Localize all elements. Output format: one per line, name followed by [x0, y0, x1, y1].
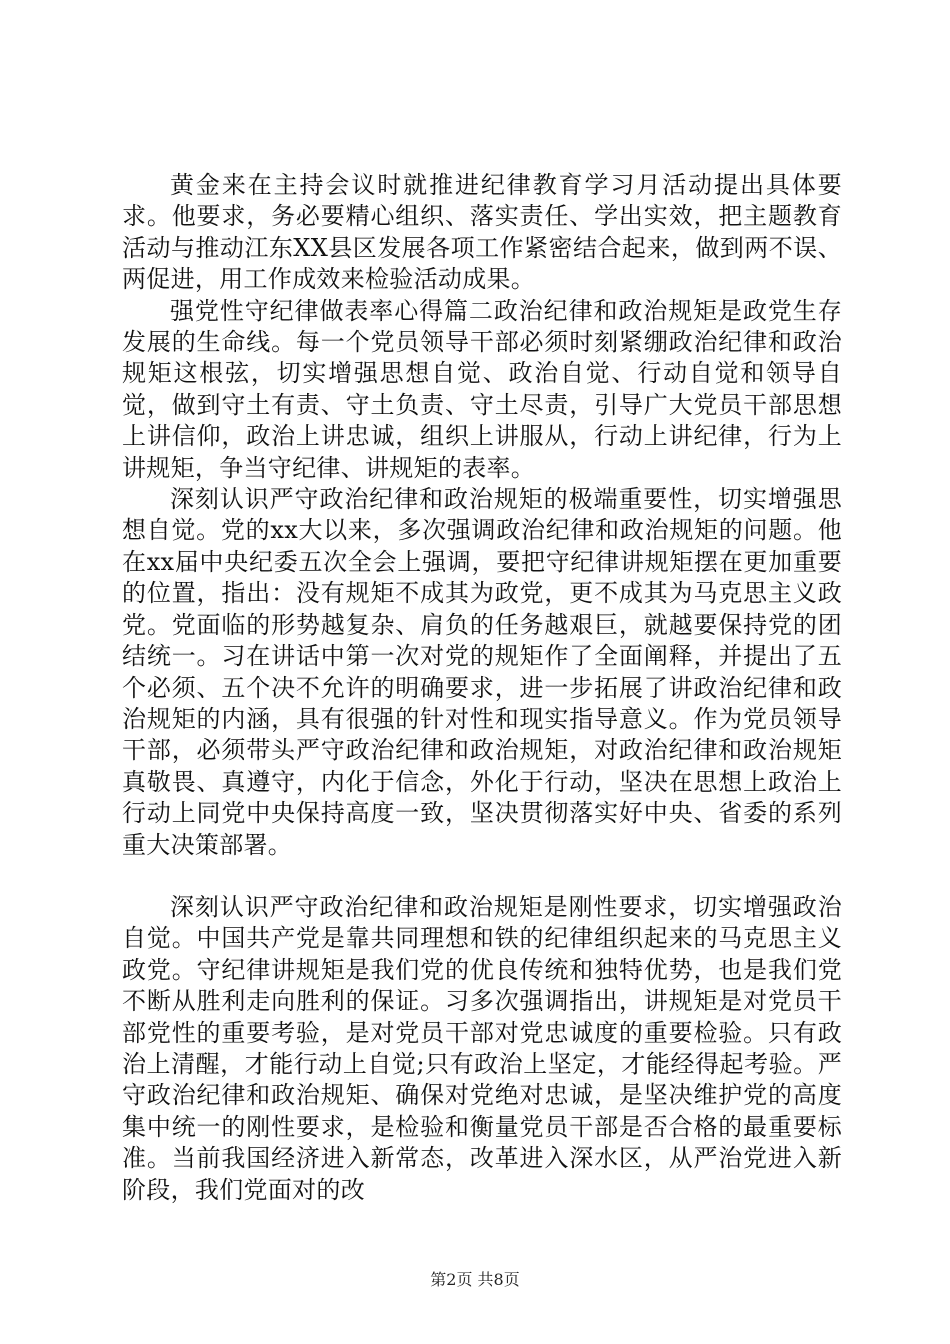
- document-body: [122, 170, 842, 1206]
- paragraph-4: 深刻认识严守政治纪律和政治规矩是刚性要求，切实增强政治自觉。中国共产党是靠共同理想和铁的纪律组织起来的马克思主义政党。守纪律讲规矩是我们党的优良传统和独特优势，也是我们党不断从胜利走向胜利的保证。习多次强调指出，讲规矩是对党员干部党性的重要考验，是对党员干部对党忠诚度的重要检验。只有政治上清醒，才能行动上自觉;只有政治上坚定，才能经得起考验。严守政治纪律和政治规矩、确保对党绝对忠诚，是坚决维护党的高度集中统一的刚性要求，是检验和衡量党员干部是否合格的最重要标准。当前我国经济进入新常态，改革进入深水区，从严治党进入新阶段，我们党面对的改: [122, 892, 842, 1204]
- paragraph-2: 强党性守纪律做表率心得篇二政治纪律和政治规矩是政党生存发展的生命线。每一个党员领导干部必须时刻紧绷政治纪律和政治规矩这根弦，切实增强思想自觉、政治自觉、行动自觉和领导自觉，做到守土有责、守土负责、守土尽责，引导广大党员干部思想上讲信仰，政治上讲忠诚，组织上讲服从，行动上讲纪律，行为上讲规矩，争当守纪律、讲规矩的表率。: [122, 296, 842, 482]
- page-number-footer: 第2页 共8页: [430, 1270, 520, 1289]
- paragraph-3: 深刻认识严守政治纪律和政治规矩的极端重要性，切实增强思想自觉。党的xx大以来，多次强调政治纪律和政治规矩的问题。他在xx届中央纪委五次全会上强调，要把守纪律讲规矩摆在更加重要的位置，指出：没有规矩不成其为政党，更不成其为马克思主义政党。党面临的形势越复杂、肩负的任务越艰巨，就越要保持党的团结统一。习在讲话中第一次对党的规矩作了全面阐释，并提出了五个必须、五个决不允许的明确要求，进一步拓展了讲政治纪律和政治规矩的内涵，具有很强的针对性和现实指导意义。作为党员领导干部，必须带头严守政治纪律和政治规矩，对政治纪律和政治规矩真敬畏、真遵守，内化于信念，外化于行动，坚决在思想上政治上行动上同党中央保持高度一致，坚决贯彻落实好中央、省委的系列重大决策部署。: [122, 485, 842, 859]
- paragraph-1: 黄金来在主持会议时就推进纪律教育学习月活动提出具体要求。他要求，务必要精心组织、落实责任、学出实效，把主题教育活动与推动江东XX县区发展各项工作紧密结合起来，做到两不误、两促进，用工作成效来检验活动成果。: [122, 171, 842, 294]
